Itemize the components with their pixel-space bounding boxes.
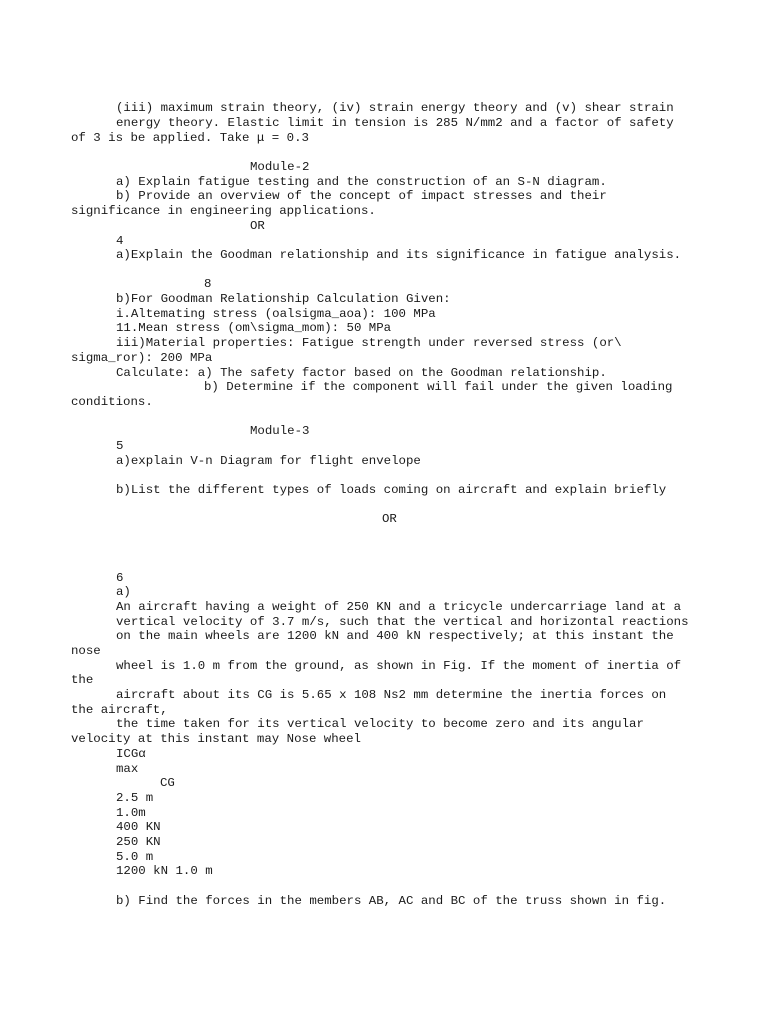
text-line: velocity at this instant may Nose wheel: [71, 732, 361, 746]
text-line: b) Determine if the component will fail under the given loading: [204, 380, 673, 394]
or-separator: OR: [250, 219, 265, 233]
text-line: b) Find the forces in the members AB, AC and BC of the truss shown in fig.: [116, 894, 667, 908]
or-separator: OR: [382, 512, 397, 526]
text-line: on the main wheels are 1200 kN and 400 kN respectively; at this instant the: [116, 629, 674, 643]
text-line: conditions.: [71, 395, 153, 409]
text-line: a)explain V-n Diagram for flight envelope: [116, 454, 421, 468]
figure-label: 5.0 m: [116, 850, 154, 864]
text-line: the aircraft,: [71, 703, 168, 717]
question-number: 5: [116, 439, 124, 453]
figure-label: 250 KN: [116, 835, 161, 849]
text-line: a): [116, 585, 131, 599]
text-line: b)List the different types of loads coming on aircraft and explain briefly: [116, 483, 667, 497]
text-line: the time taken for its vertical velocity to become zero and its angular: [116, 717, 644, 731]
figure-label: 1200 kN 1.0 m: [116, 864, 213, 878]
text-line: a) Explain fatigue testing and the construction of an S-N diagram.: [116, 175, 607, 189]
text-line: b) Provide an overview of the concept of impact stresses and their: [116, 189, 607, 203]
text-line: 11.Mean stress (om\sigma_mom): 50 MPa: [116, 321, 392, 335]
figure-label: 1.0m: [116, 806, 146, 820]
section-heading: Module-3: [250, 424, 310, 438]
figure-label: 2.5 m: [116, 791, 154, 805]
text-line: significance in engineering applications.: [71, 204, 376, 218]
marks-label: 8: [204, 277, 212, 291]
question-number: 4: [116, 234, 124, 248]
text-line: b)For Goodman Relationship Calculation Given:: [116, 292, 451, 306]
text-line: iii)Material properties: Fatigue strength under reversed stress (or\: [116, 336, 622, 350]
figure-label: 400 KN: [116, 820, 161, 834]
section-heading: Module-2: [250, 160, 310, 174]
figure-label: max: [116, 762, 139, 776]
text-line: vertical velocity of 3.7 m/s, such that the vertical and horizontal reactions: [116, 615, 689, 629]
text-line: of 3 is be applied. Take μ = 0.3: [71, 131, 309, 145]
text-line: Calculate: a) The safety factor based on the Goodman relationship.: [116, 366, 607, 380]
text-line: sigma_ror): 200 MPa: [71, 351, 213, 365]
text-line: energy theory. Elastic limit in tension is 285 N/mm2 and a factor of safety: [116, 116, 674, 130]
figure-label: ICGα: [116, 747, 146, 761]
text-line: An aircraft having a weight of 250 KN and a tricycle undercarriage land at a: [116, 600, 682, 614]
text-line: (iii) maximum strain theory, (iv) strain energy theory and (v) shear strain: [116, 101, 674, 115]
text-line: aircraft about its CG is 5.65 x 108 Ns2 mm determine the inertia forces on: [116, 688, 667, 702]
text-line: a)Explain the Goodman relationship and its significance in fatigue analysis.: [116, 248, 682, 262]
text-line: wheel is 1.0 m from the ground, as shown in Fig. If the moment of inertia of: [116, 659, 682, 673]
figure-label: CG: [160, 776, 175, 790]
text-line: the: [71, 673, 94, 687]
text-line: i.Altemating stress (oalsigma_aoa): 100 MPa: [116, 307, 436, 321]
question-number: 6: [116, 571, 124, 585]
text-line: nose: [71, 644, 101, 658]
